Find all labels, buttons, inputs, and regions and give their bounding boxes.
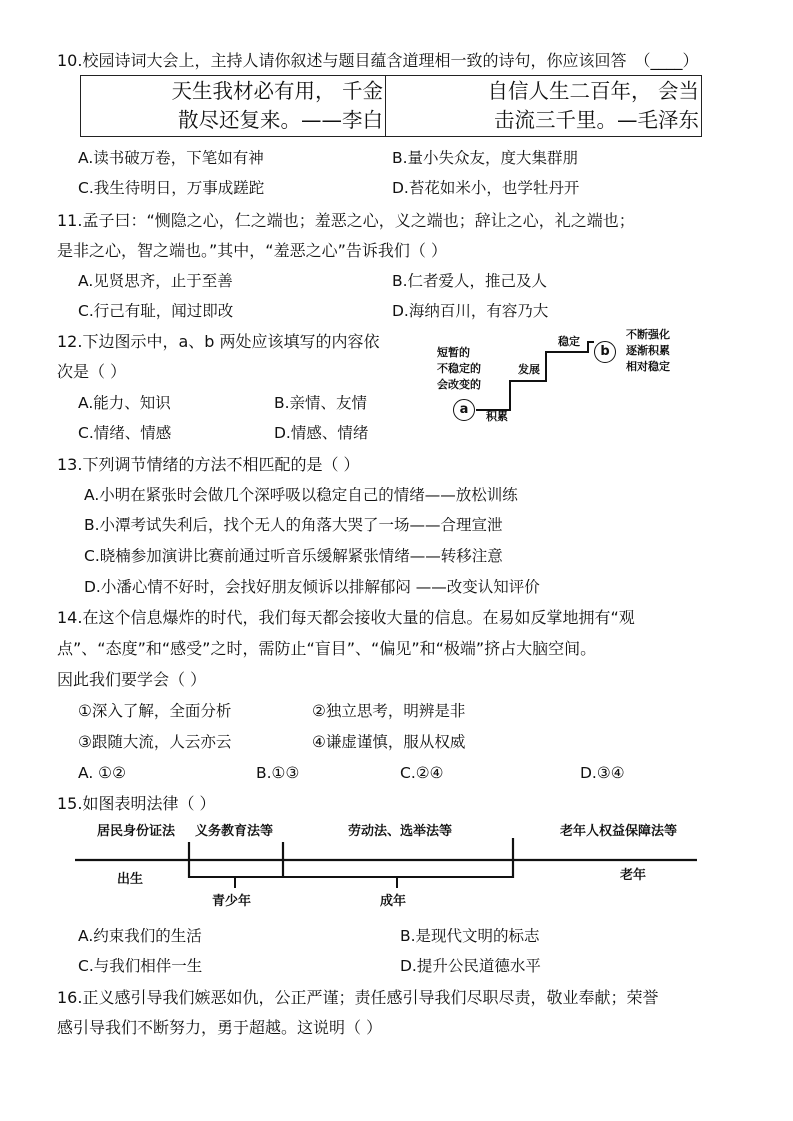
q15-law-compulsory-education: 义务教育法等 [195, 824, 274, 839]
q15-option-c: C.与我们相伴一生 [78, 957, 203, 975]
q15-option-d: D.提升公民道德水平 [400, 957, 541, 975]
q14-option-d: D.③④ [580, 764, 625, 782]
q11-option-b: B.仁者爱人，推己及人 [392, 272, 548, 290]
q15-stem: 15.如图表明法律（ ） [57, 794, 216, 813]
q14-stem-line2: 点”、“态度”和“感受”之时，需防止“盲目”、“偏见”和“极端”挤占大脑空间。 [57, 639, 597, 658]
q12-option-b: B.亲情、友情 [274, 394, 368, 412]
q10-option-c: C.我生待明日，万事成蹉跎 [78, 179, 265, 197]
q10-poem-mao-zedong: 自信人生二百年， 会当 击流三千里。—毛泽东 [487, 79, 699, 132]
q15-stage-old-age: 老年 [620, 868, 647, 883]
q16-stem-line2: 感引导我们不断努力，勇于超越。这说明（ ） [57, 1018, 383, 1037]
q12-label-accumulate: 积累 [486, 410, 508, 423]
q11-stem-line2: 是非之心，智之端也。”其中，“羞恶之心”告诉我们（ ） [57, 241, 447, 260]
q12-emotion-diagram [432, 326, 694, 430]
q10-poem-li-bai: 天生我材必有用， 千金 散尽还复来。——李白 [81, 76, 386, 136]
q13-stem: 13.下列调节情绪的方法不相匹配的是（ ） [57, 455, 360, 474]
q12-label-stable: 稳定 [558, 335, 580, 348]
q10-option-d: D.苔花如米小，也学牡丹开 [392, 179, 580, 197]
q12-right-text-1: 不断强化 [626, 328, 670, 341]
q14-item-1: ①深入了解，全面分析 [78, 702, 232, 720]
q12-option-d: D.情感、情绪 [274, 424, 369, 442]
q15-option-a: A.约束我们的生活 [78, 927, 202, 945]
q15-law-elderly-rights: 老年人权益保障法等 [560, 824, 678, 839]
q12-right-text-3: 相对稳定 [626, 360, 670, 373]
q13-option-a: A.小明在紧张时会做几个深呼吸以稳定自己的情绪——放松训练 [84, 486, 518, 504]
q12-label-develop: 发展 [518, 363, 540, 376]
q15-stage-birth: 出生 [117, 872, 144, 887]
q12-stem-line2: 次是（ ） [57, 362, 127, 381]
q13-option-d: D.小潘心情不好时，会找好朋友倾诉以排解郁闷 ——改变认知评价 [84, 578, 540, 596]
q11-option-c: C.行己有耻，闻过即改 [78, 302, 234, 320]
q15-stage-youth: 青少年 [212, 894, 252, 909]
q14-stem-line3: 因此我们要学会（ ） [57, 670, 207, 689]
q12-node-b: b [594, 341, 616, 363]
q16-stem-line1: 16.正义感引导我们嫉恶如仇，公正严谨；责任感引导我们尽职尽责，敬业奉献；荣誉 [57, 988, 659, 1007]
q10-poem-table [80, 75, 702, 137]
q15-option-b: B.是现代文明的标志 [400, 927, 540, 945]
q15-life-law-timeline [75, 822, 715, 914]
q14-option-a: A. ①② [78, 764, 126, 782]
q14-option-b: B.①③ [256, 764, 300, 782]
q12-option-a: A.能力、知识 [78, 394, 171, 412]
q10-option-b: B.量小失众友，度大集群朋 [392, 149, 579, 167]
q12-stem-line1: 12.下边图示中，a、b 两处应该填写的内容依 [57, 332, 380, 351]
q15-stage-adult: 成年 [380, 894, 407, 909]
q13-option-b: B.小潭考试失利后，找个无人的角落大哭了一场——合理宣泄 [84, 516, 503, 534]
q15-law-id-card: 居民身份证法 [97, 824, 176, 839]
q11-option-d: D.海纳百川，有容乃大 [392, 302, 549, 320]
q11-option-a: A.见贤思齐，止于至善 [78, 272, 233, 290]
q10-stem: 10.校园诗词大会上，主持人请你叙述与题目蕴含道理相一致的诗句，你应该回答 （____） [57, 51, 699, 70]
q12-node-a: a [453, 399, 475, 421]
q15-law-labor-election: 劳动法、选举法等 [348, 824, 453, 839]
q14-item-2: ②独立思考，明辨是非 [312, 702, 466, 720]
q14-option-c: C.②④ [400, 764, 444, 782]
q14-item-3: ③跟随大流，人云亦云 [78, 733, 232, 751]
q12-right-text-2: 逐渐积累 [626, 344, 670, 357]
q11-stem-line1: 11.孟子曰：“恻隐之心，仁之端也；羞恶之心，义之端也；辞让之心，礼之端也； [57, 211, 635, 230]
q12-left-text-3: 会改变的 [437, 378, 481, 391]
q12-left-text-2: 不稳定的 [437, 362, 481, 375]
q12-left-text-1: 短暂的 [437, 346, 470, 359]
q14-item-4: ④谦虚谨慎，服从权威 [312, 733, 466, 751]
q12-option-c: C.情绪、情感 [78, 424, 172, 442]
q10-option-a: A.读书破万卷，下笔如有神 [78, 149, 264, 167]
q14-stem-line1: 14.在这个信息爆炸的时代，我们每天都会接收大量的信息。在易如反掌地拥有“观 [57, 608, 635, 627]
q13-option-c: C.晓楠参加演讲比赛前通过听音乐缓解紧张情绪——转移注意 [84, 547, 503, 565]
